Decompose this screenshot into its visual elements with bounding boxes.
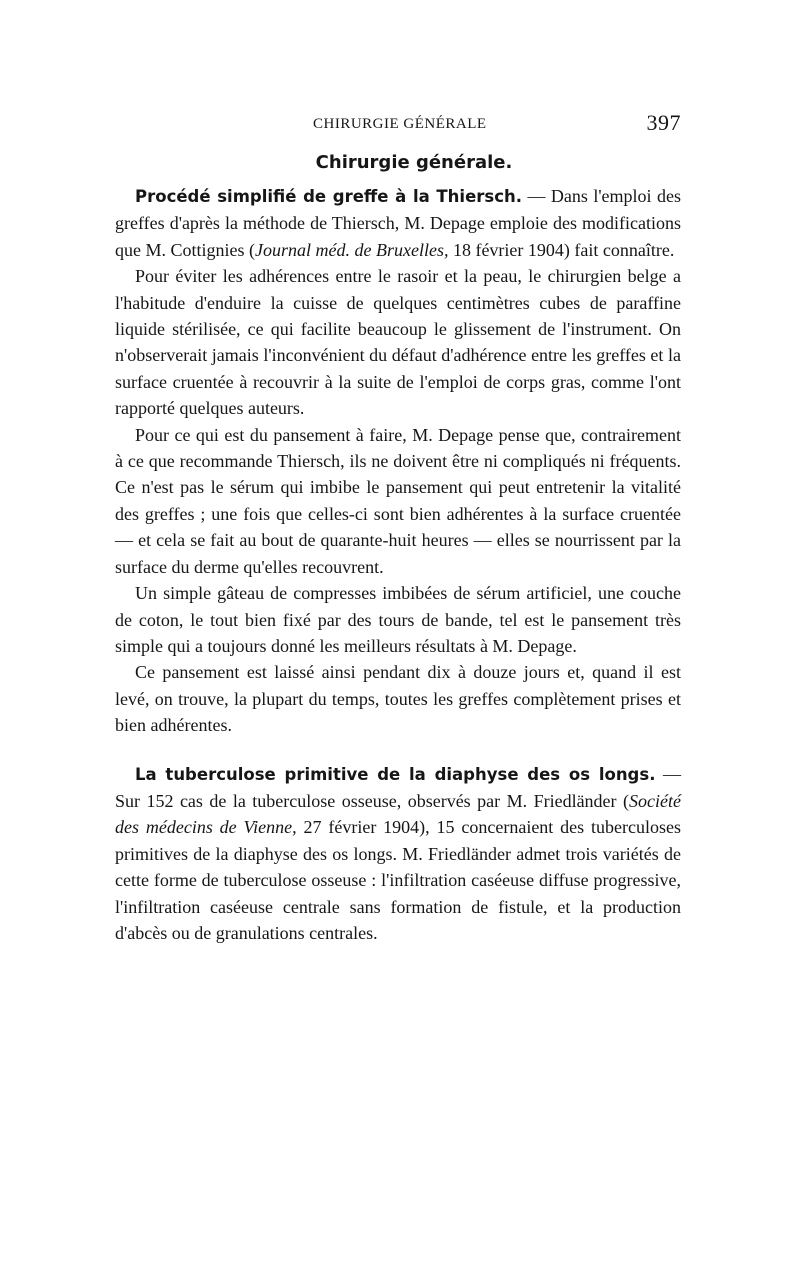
running-head-title: CHIRURGIE GÉNÉRALE xyxy=(313,116,487,132)
article1-p1-text-b: 18 février 1904) fait connaître. xyxy=(448,239,675,260)
article1-journal: Journal méd. de Bruxelles, xyxy=(255,239,449,260)
article1-paragraph-1 xyxy=(115,183,681,263)
article1-paragraph-3: Pour ce qui est du pansement à faire, M. Depage pense que, contrairement à ce que recommande Thiersch, ils ne doivent être ni compliqués ni fréquents. Ce n'est pas le sérum qui imbibe le pansement qui peut entretenir la vitalité des greffes ; une fois que celles-ci sont bien adhérentes à la surface cruentée — et cela se fait au bout de quarante-huit heures — elles se nourrissent par la surface du derme qu'elles recouvrent. xyxy=(115,424,681,577)
page-number: 397 xyxy=(646,110,681,135)
running-head xyxy=(115,110,681,140)
article2-journal: Société des médecins de Vienne, xyxy=(115,790,681,838)
article1-paragraph-2: Pour éviter les adhérences entre le rasoir et la peau, le chirurgien belge a l'habitude d'enduire la cuisse de quelques centimètres cubes de paraffine liquide stérilisée, ce qui facilite beaucoup le glissement de l'instrument. On n'observerait jamais l'inconvénient du défaut d'adhérence entre les greffes et la surface cruentée à recouvrir à la suite de l'emploi de corps gras, comme l'ont rapporté quelques auteurs. xyxy=(115,266,681,419)
article-diaphysis-tuberculosis xyxy=(115,761,681,947)
article2-p1-text-a: — Sur 152 cas de la tuberculose osseuse, observés par M. Friedländer ( xyxy=(115,763,682,811)
article1-paragraph-4: Un simple gâteau de compresses imbibées de sérum artificiel, une couche de coton, le tout bien fixé par des tours de bande, tel est le pansement très simple qui a toujours donné les meilleurs résultats à M. Depage. xyxy=(115,583,681,656)
article2-lead: La tuberculose primitive de la diaphyse des os longs. xyxy=(135,764,656,784)
article2-p1-text-b: 27 février 1904), 15 concernaient des tuberculoses primitives de la diaphyse des os longs. M. Friedländer admet trois variétés de cette forme de tuberculose osseuse : l'infiltration caséeuse diffuse progressive, l'infiltration caséeuse centrale sans formation de fistule, et la production d'abcès ou de granulations centrales. xyxy=(115,817,681,943)
article-spacer xyxy=(115,739,681,761)
article1-lead: Procédé simplifié de greffe à la Thiersch. xyxy=(135,187,523,206)
article1-p1-text-a: — Dans l'emploi des greffes d'après la méthode de Thiersch, M. Depage emploie des modifications que M. Cottignies ( xyxy=(115,186,681,260)
article1-paragraph-5: Ce pansement est laissé ainsi pendant dix à douze jours et, quand il est levé, on trouve, la plupart du temps, toutes les greffes complètement prises et bien adhérentes. xyxy=(115,662,681,736)
book-page xyxy=(115,110,681,946)
article-thiersch-graft xyxy=(115,183,681,739)
section-title: Chirurgie générale. xyxy=(315,152,513,173)
article2-paragraph-1 xyxy=(115,761,681,947)
